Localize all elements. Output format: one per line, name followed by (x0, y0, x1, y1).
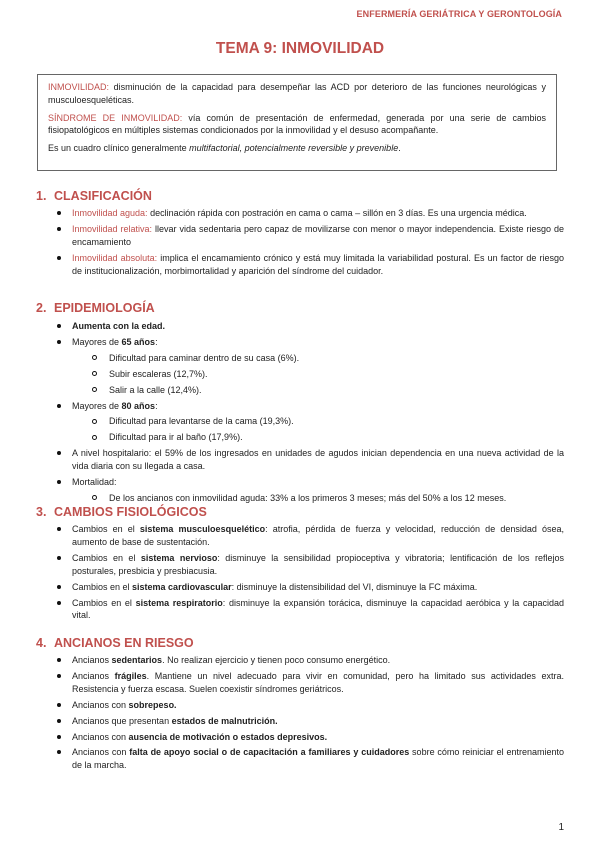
list-item: Ancianos que presentan estados de malnutrición. (57, 715, 564, 728)
sub-list (72, 415, 564, 444)
list-item: Cambios en el sistema cardiovascular: disminuye la distensibilidad del VI, disminuye la FC máxima. (57, 581, 564, 594)
list-item: Aumenta con la edad. (57, 320, 564, 333)
section-heading-epidemiologia: 2. EPIDEMIOLOGÍA (36, 301, 155, 315)
def-term: SÍNDROME DE INMOVILIDAD: (48, 112, 183, 123)
section-heading-clasificacion: 1. CLASIFICACIÓN (36, 189, 152, 203)
list-epidemiologia (57, 320, 564, 508)
list-riesgo (57, 654, 564, 775)
sub-list (72, 352, 564, 397)
list-item: Ancianos con ausencia de motivación o estados depresivos. (57, 731, 564, 744)
sub-list-item: Dificultad para levantarse de la cama (19,3%). (92, 415, 564, 428)
list-item: Cambios en el sistema musculoesquelético: atrofia, pérdida de fuerza y velocidad, reducción de densidad ósea, aumento de base de sustentación. (57, 523, 564, 549)
list-item: Mayores de 80 años: Dificultad para levantarse de la cama (19,3%). Dificultad para ir al baño (17,9%). (57, 400, 564, 445)
def-cuadro: Es un cuadro clínico generalmente multifactorial, potencialmente reversible y prevenible. (48, 143, 401, 154)
sub-list-item: Subir escaleras (12,7%). (92, 368, 564, 381)
def-inmovilidad (48, 81, 546, 107)
sub-list-item: De los ancianos con inmovilidad aguda: 33% a los primeros 3 meses; más del 50% a los 12 meses. (92, 492, 564, 505)
sub-list-item: Dificultad para ir al baño (17,9%). (92, 431, 564, 444)
list-item: Cambios en el sistema respiratorio: disminuye la expansión torácica, disminuye la capacidad aeróbica y la capacidad vital. (57, 597, 564, 623)
list-item: Inmovilidad relativa: llevar vida sedentaria pero capaz de movilizarse con menor o mayor independencia. Existe riesgo de encamamiento (57, 223, 564, 249)
sub-list-item: Salir a la calle (12,4%). (92, 384, 564, 397)
def-sindrome (48, 112, 546, 138)
list-item: Ancianos sedentarios. No realizan ejercicio y tienen poco consumo energético. (57, 654, 564, 667)
page-number: 1 (558, 822, 564, 833)
list-item: Ancianos con falta de apoyo social o de capacitación a familiares y cuidadores sobre cómo reiniciar el entrenamiento de la marcha. (57, 746, 564, 772)
definitions-box (37, 74, 557, 171)
page-title: TEMA 9: INMOVILIDAD (215, 40, 385, 57)
def-text: vía común de presentación de enfermedad, generada por una serie de cambios fisiopatológicos en múltiples sistemas condicionados por la inmovilidad y el desuso acompañante. (48, 112, 547, 136)
section-heading-riesgo: 4. ANCIANOS EN RIESGO (36, 636, 194, 650)
list-item: Inmovilidad absoluta: implica el encamamiento crónico y está muy limitada la variabilidad postural. Es un factor de riesgo de institucionalización, morbimortalidad y aparición del síndrome del cuidador. (57, 252, 564, 278)
running-header: ENFERMERÍA GERIÁTRICA Y GERONTOLOGÍA (356, 9, 562, 19)
list-item: Inmovilidad aguda: declinación rápida con postración en cama o cama – sillón en 3 días. Es una urgencia médica. (57, 207, 564, 220)
def-term: INMOVILIDAD: (48, 82, 110, 92)
section-heading-cambios: 3. CAMBIOS FISIOLÓGICOS (36, 505, 207, 519)
list-item: Cambios en el sistema nervioso: disminuye la sensibilidad propioceptiva y vibratoria; lentificación de los reflejos posturales, presbicia y presbiacusia. (57, 552, 564, 578)
sub-list (72, 492, 564, 505)
sub-list-item: Dificultad para caminar dentro de su casa (6%). (92, 352, 564, 365)
list-cambios (57, 523, 564, 625)
list-item: Ancianos frágiles. Mantiene un nivel adecuado para vivir en comunidad, pero ha limitado sus actividades extra. Resistencia y fuerza escasa. Suelen coexistir síndromes geriátricos. (57, 670, 564, 696)
list-item: A nivel hospitalario: el 59% de los ingresados en unidades de agudos inician dependencia en una nueva actividad de la vida diaria con su llegada a casa. (57, 447, 564, 473)
list-item: Mayores de 65 años: Dificultad para caminar dentro de su casa (6%). Subir escaleras (12,7%). Salir a la calle (12,4%). (57, 336, 564, 397)
def-text: disminución de la capacidad para desempeñar las ACD por deterioro de las funciones neurológicas y musculoesqueléticas. (48, 82, 546, 105)
list-clasificacion (57, 207, 564, 281)
list-item: Mortalidad: De los ancianos con inmovilidad aguda: 33% a los primeros 3 meses; más del 50% a los 12 meses. (57, 476, 564, 505)
list-item: Ancianos con sobrepeso. (57, 699, 564, 712)
